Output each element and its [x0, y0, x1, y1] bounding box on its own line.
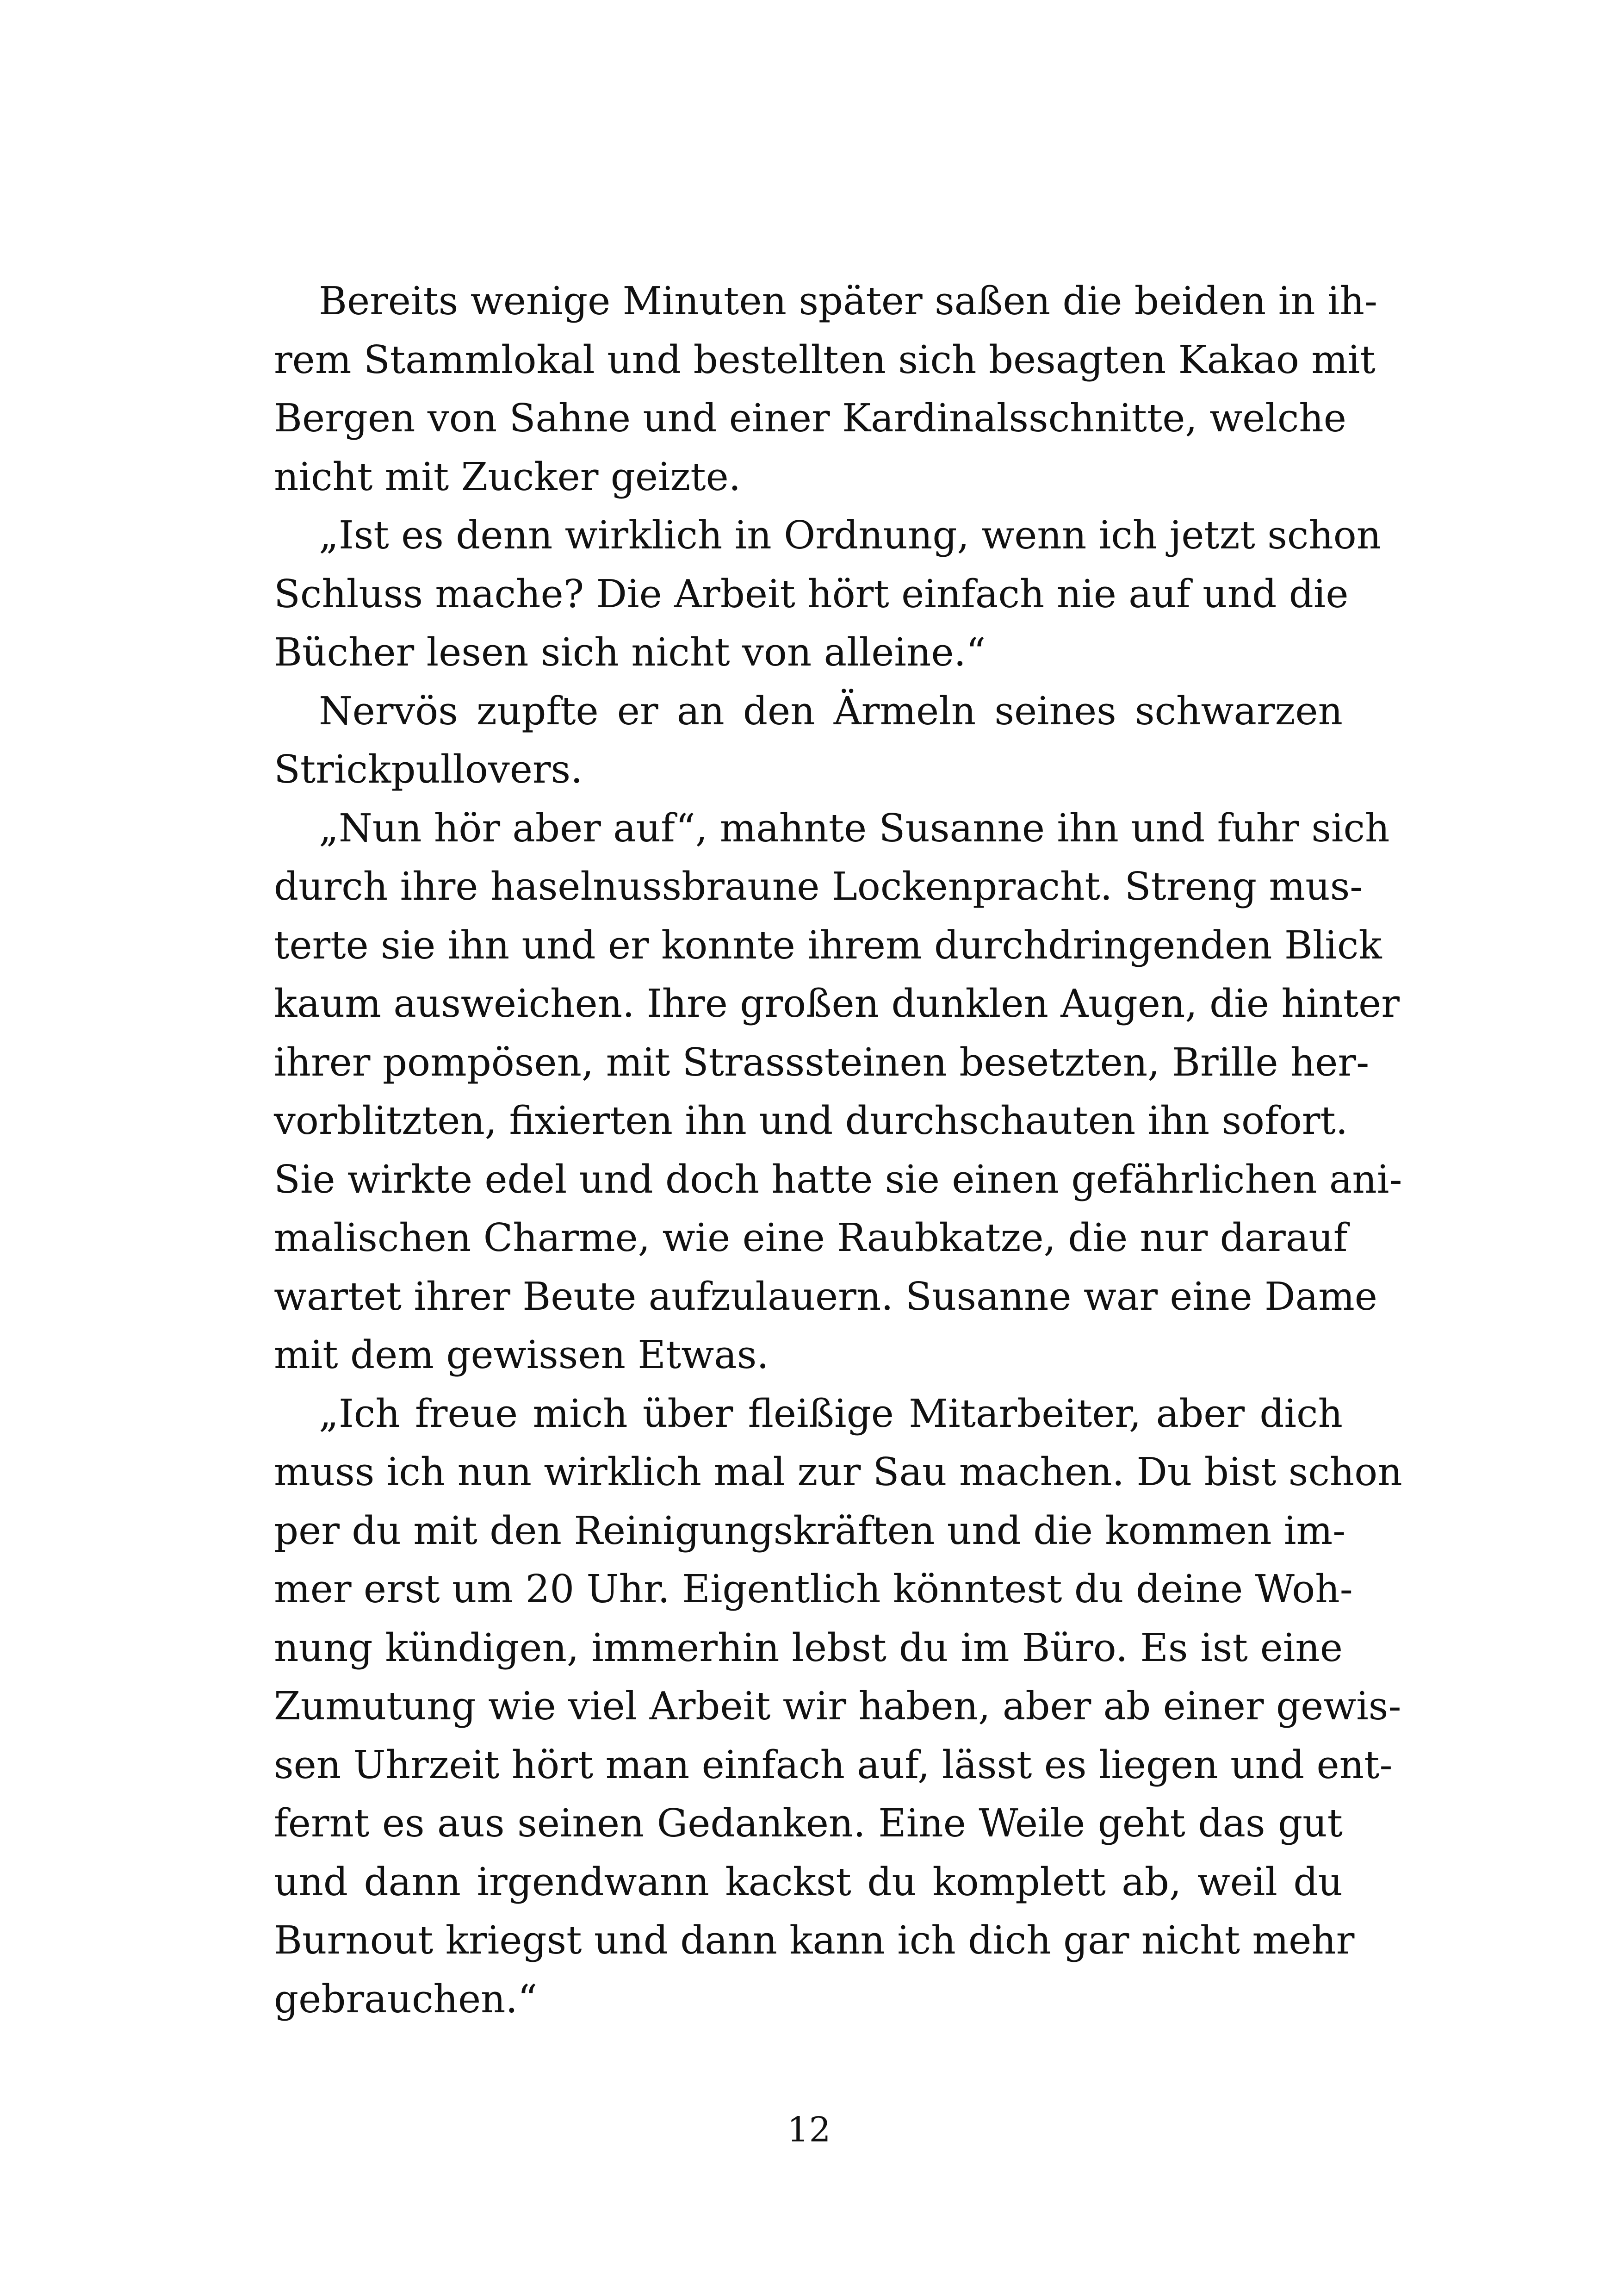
text-line: wartet ihrer Beute aufzulauern. Susanne war eine Dame [274, 1274, 1377, 1319]
text-line: per du mit den Reinigungskräften und die kommen im- [274, 1508, 1346, 1553]
page-number: 12 [787, 2110, 831, 2150]
text-line: „Ich freue mich über fleißige Mitarbeiter, aber dich [319, 1391, 1343, 1436]
text-line: nung kündigen, immerhin lebst du im Büro. Es ist eine [274, 1625, 1343, 1670]
text-line: Burnout kriegst und dann kann ich dich gar nicht mehr [274, 1918, 1355, 1963]
text-line: mer erst um 20 Uhr. Eigentlich könntest du deine Woh- [274, 1567, 1353, 1612]
text-line: Bergen von Sahne und einer Kardinalsschnitte, welche [274, 396, 1346, 441]
text-line: durch ihre haselnussbraune Lockenpracht. Streng mus- [274, 864, 1363, 909]
text-line: ihrer pompösen, mit Strasssteinen besetzten, Brille her- [274, 1039, 1370, 1085]
text-line: Sie wirkte edel und doch hatte sie einen gefährlichen ani- [274, 1157, 1402, 1202]
text-line: vorblitzten, fixierten ihn und durchschauten ihn sofort. [274, 1098, 1348, 1143]
text-line: malischen Charme, wie eine Raubkatze, die nur darauf [274, 1215, 1348, 1260]
text-line: „Nun hör aber auf“, mahnte Susanne ihn und fuhr sich [319, 805, 1390, 851]
text-line: kaum ausweichen. Ihre großen dunklen Augen, die hinter [274, 981, 1400, 1026]
text-line: fernt es aus seinen Gedanken. Eine Weile geht das gut [274, 1801, 1343, 1846]
text-line: muss ich nun wirklich mal zur Sau machen. Du bist schon [274, 1450, 1402, 1494]
text-line: sen Uhrzeit hört man einfach auf, lässt es liegen und ent- [274, 1742, 1393, 1787]
text-line: terte sie ihn und er konnte ihrem durchdringenden Blick [274, 922, 1382, 968]
text-line: Nervös zupfte er an den Ärmeln seines schwarzen [319, 688, 1343, 734]
text-line: „Ist es denn wirklich in Ordnung, wenn ich jetzt schon [319, 513, 1382, 558]
text-line: Strickpullovers. [274, 747, 583, 792]
text-line: mit dem gewissen Etwas. [274, 1332, 769, 1377]
text-line: Bereits wenige Minuten später saßen die beiden in ih- [319, 279, 1378, 324]
text-line: gebrauchen.“ [274, 1976, 538, 2022]
text-line: Zumutung wie viel Arbeit wir haben, aber ab einer gewis- [274, 1684, 1401, 1729]
body-text [274, 272, 1402, 2028]
text-line: nicht mit Zucker geizte. [274, 454, 741, 499]
text-line: und dann irgendwann kackst du komplett ab, weil du [274, 1859, 1343, 1904]
text-line: Schluss mache? Die Arbeit hört einfach nie auf und die [274, 571, 1349, 616]
text-line: Bücher lesen sich nicht von alleine.“ [274, 630, 986, 675]
text-line: rem Stammlokal und bestellten sich besagten Kakao mit [274, 337, 1376, 382]
